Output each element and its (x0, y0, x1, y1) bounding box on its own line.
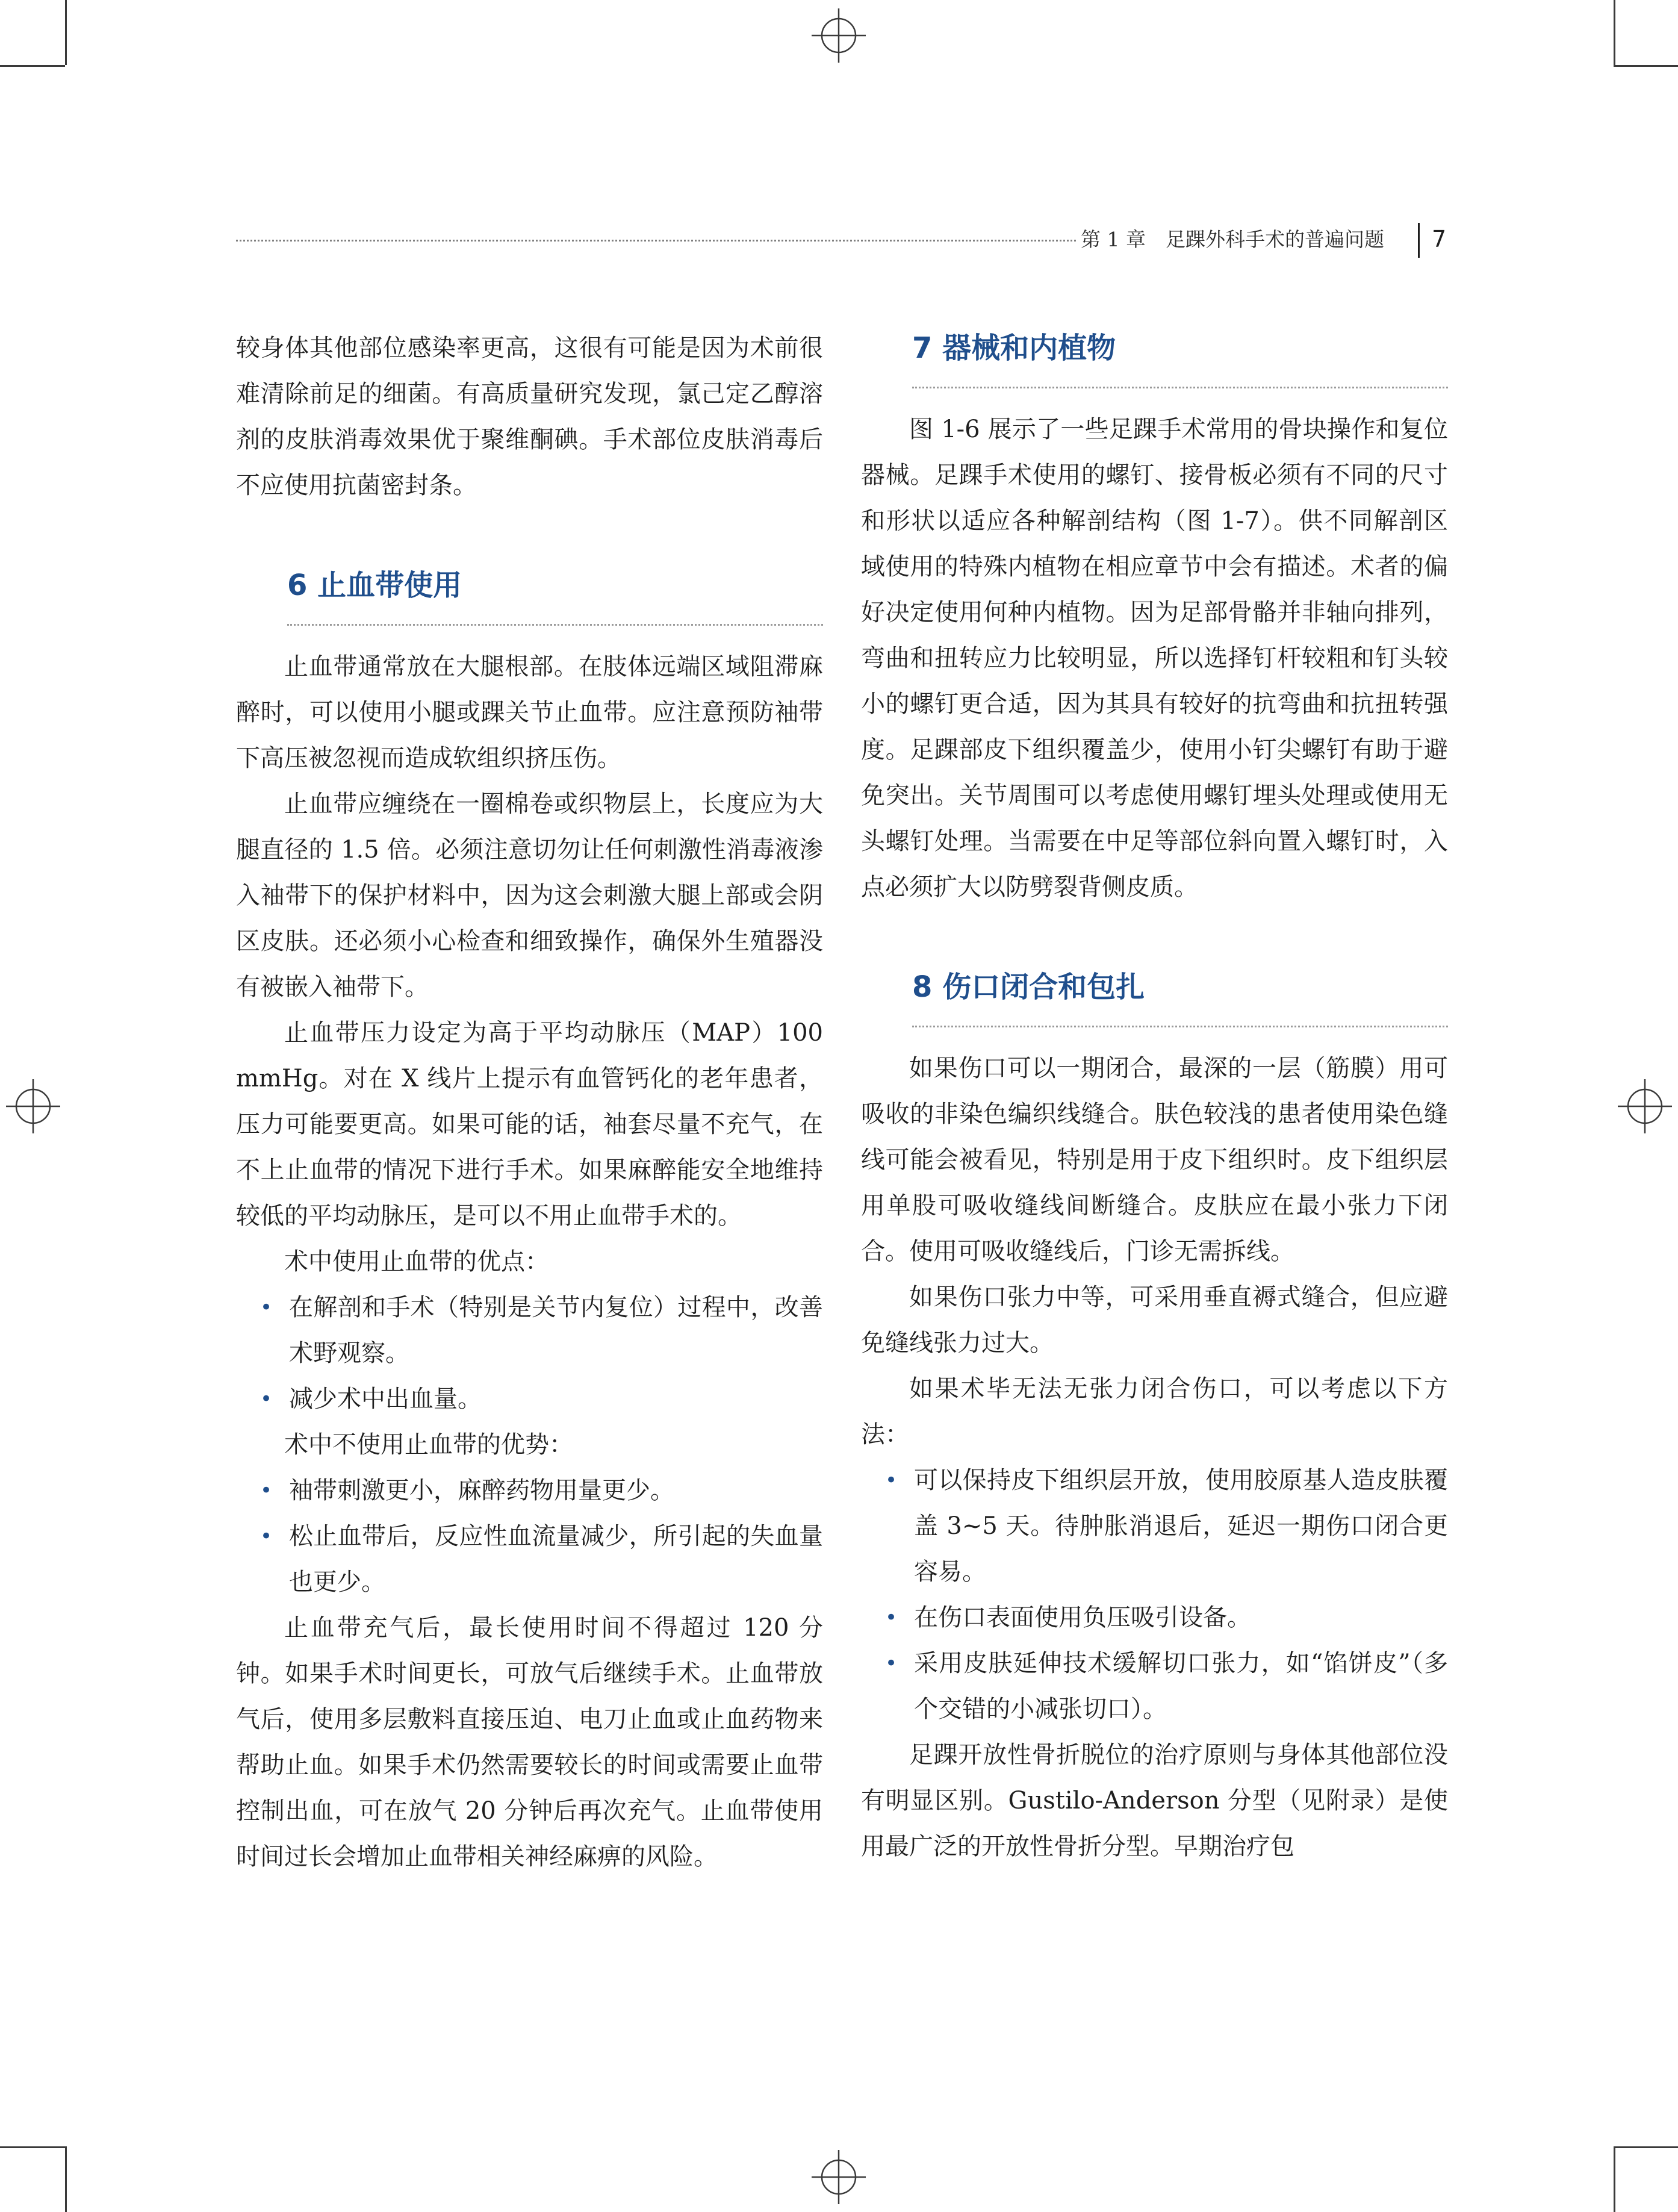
list-item: • 袖带刺激更小，麻醉药物用量更少。 (236, 1468, 823, 1513)
crop-mark (1614, 2146, 1615, 2212)
section-8-para-4: 足踝开放性骨折脱位的治疗原则与身体其他部位没有明显区别。Gustilo-Anderson 分型（见附录）是使用最广泛的开放性骨折分型。早期治疗包 (861, 1741, 1448, 1860)
crop-mark (65, 2146, 67, 2212)
cons-intro: 术中不使用止血带的优势： (284, 1431, 573, 1459)
list-item: • 采用皮肤延伸技术缓解切口张力，如“馅饼皮”（多个交错的小减张切口）。 (861, 1640, 1448, 1732)
crop-mark (0, 65, 65, 67)
section-6-para-1: 止血带通常放在大腿根部。在肢体远端区域阻滞麻醉时，可以使用小腿或踝关节止血带。应注意预防袖带下高压被忽视而造成软组织挤压伤。 (236, 653, 823, 772)
bullet-icon: • (260, 1478, 273, 1503)
registration-mark-bottom (812, 2150, 866, 2204)
registration-mark-right (1618, 1079, 1672, 1133)
section-6-para-3: 止血带压力设定为高于平均动脉压（MAP）100 mmHg。对在 X 线片上提示有血管钙化的老年患者，压力可能要更高。如果可能的话，袖套尽量不充气，在不上止血带的情况下进行手术。如果麻醉能安全地维持较低的平均动脉压，是可以不用止血带手术的。 (236, 1019, 823, 1230)
right-column (861, 325, 1448, 1869)
bullet-icon: • (885, 1468, 898, 1492)
pros-intro: 术中使用止血带的优点： (284, 1248, 549, 1276)
bullet-icon: • (885, 1606, 898, 1630)
list-item: • 可以保持皮下组织层开放，使用胶原基人造皮肤覆盖 3~5 天。待肿胀消退后，延迟一期伤口闭合更容易。 (861, 1457, 1448, 1595)
section-6-para-2: 止血带应缠绕在一圈棉卷或织物层上，长度应为大腿直径的 1.5 倍。必须注意切勿让任何刺激性消毒液渗入袖带下的保护材料中，因为这会刺激大腿上部或会阴区皮肤。还必须小心检查和细致操作，确保外生殖器没有被嵌入袖带下。 (236, 790, 823, 1001)
pros-list (236, 1285, 823, 1422)
left-column (236, 325, 823, 1880)
crop-mark (65, 0, 67, 65)
registration-mark-left (6, 1079, 60, 1133)
list-item: • 在解剖和手术（特别是关节内复位）过程中，改善术野观察。 (236, 1285, 823, 1376)
bullet-icon: • (260, 1295, 273, 1319)
bullet-icon: • (885, 1651, 898, 1675)
page-number: 7 (1432, 226, 1447, 252)
section-7-para-1: 图 1-6 展示了一些足踝手术常用的骨块操作和复位器械。足踝手术使用的螺钉、接骨板必须有不同的尺寸和形状以适应各种解剖结构（图 1-7）。供不同解剖区域使用的特殊内植物在相应章节中会有描述。术者的偏好决定使用何种内植物。因为足部骨骼并非轴向排列，弯曲和扭转应力比较明显，所以选择钉杆较粗和钉头较小的螺钉更合适，因为其具有较好的抗弯曲和抗扭转强度。足踝部皮下组织覆盖少，使用小钉尖螺钉有助于避免突出。关节周围可以考虑使用螺钉埋头处理或使用无头螺钉处理。当需要在中足等部位斜向置入螺钉时，入点必须扩大以防劈裂背侧皮质。 (861, 416, 1448, 901)
registration-mark-top (812, 8, 866, 63)
intro-paragraph: 较身体其他部位感染率更高，这很有可能是因为术前很难清除前足的细菌。有高质量研究发现，氯己定乙醇溶剂的皮肤消毒效果优于聚维酮碘。手术部位皮肤消毒后不应使用抗菌密封条。 (236, 334, 823, 499)
section-6-rule (287, 624, 823, 626)
list-item: • 松止血带后，反应性血流量减少，所引起的失血量也更少。 (236, 1513, 823, 1605)
section-7-heading: 7 器械和内植物 (912, 331, 1116, 365)
bullet-icon: • (260, 1524, 273, 1548)
header-rule (236, 240, 1076, 241)
section-6-heading: 6 止血带使用 (287, 569, 462, 602)
section-7-rule (912, 387, 1448, 388)
crop-mark (1614, 65, 1678, 67)
crop-mark (1614, 0, 1615, 65)
cons-list (236, 1468, 823, 1605)
section-8-para-1: 如果伤口可以一期闭合，最深的一层（筋膜）用可吸收的非染色编织线缝合。肤色较浅的患者使用染色缝线可能会被看见，特别是用于皮下组织时。皮下组织层用单股可吸收缝线间断缝合。皮肤应在最小张力下闭合。使用可吸收缝线后，门诊无需拆线。 (861, 1055, 1448, 1265)
section-8-heading: 8 伤口闭合和包扎 (912, 970, 1145, 1004)
section-8-para-3: 如果术毕无法无张力闭合伤口，可以考虑以下方法： (861, 1375, 1448, 1448)
bullet-icon: • (260, 1387, 273, 1411)
header-separator (1418, 223, 1420, 258)
list-item: • 减少术中出血量。 (236, 1376, 823, 1422)
section-8-rule (912, 1026, 1448, 1027)
crop-mark (0, 2146, 65, 2148)
header-chapter-title: 第 1 章 足踝外科手术的普遍问题 (1081, 228, 1384, 251)
crop-mark (1614, 2146, 1678, 2148)
list-item: • 在伤口表面使用负压吸引设备。 (861, 1595, 1448, 1640)
methods-list (861, 1457, 1448, 1732)
section-6-para-4: 止血带充气后，最长使用时间不得超过 120 分钟。如果手术时间更长，可放气后继续手术。止血带放气后，使用多层敷料直接压迫、电刀止血或止血药物来帮助止血。如果手术仍然需要较长的时间或需要止血带控制出血，可在放气 20 分钟后再次充气。止血带使用时间过长会增加止血带相关神经麻痹的风险。 (236, 1614, 823, 1871)
section-8-para-2: 如果伤口张力中等，可采用垂直褥式缝合，但应避免缝线张力过大。 (861, 1283, 1448, 1357)
